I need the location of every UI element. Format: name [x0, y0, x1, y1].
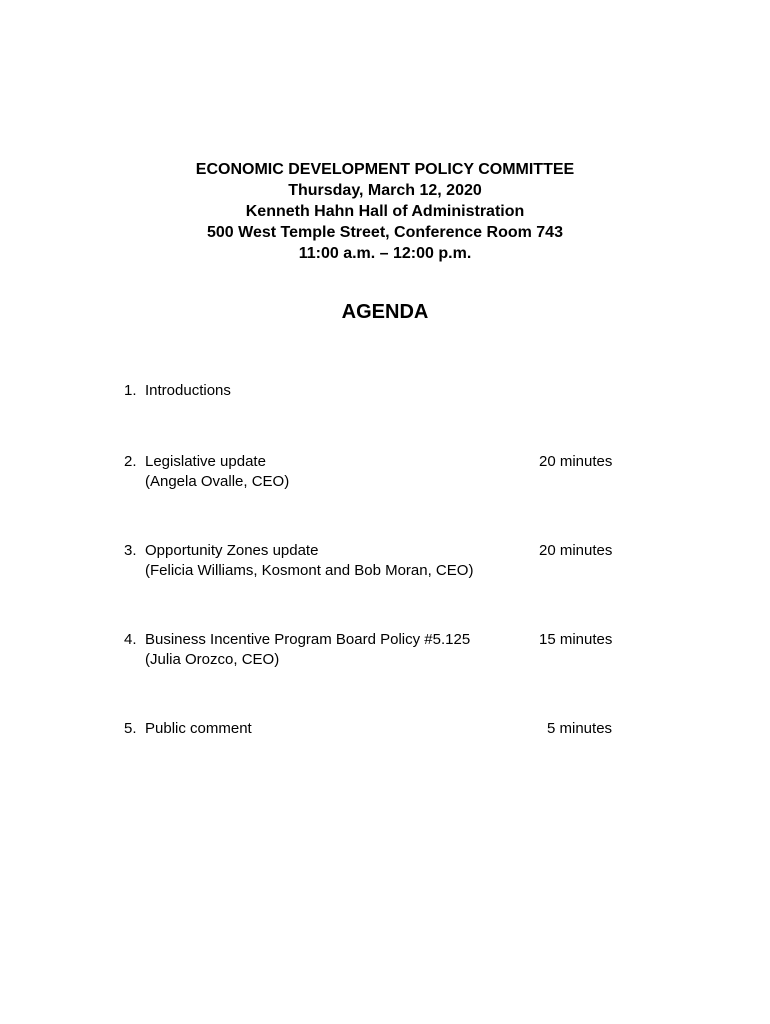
committee-name: ECONOMIC DEVELOPMENT POLICY COMMITTEE	[195, 161, 575, 178]
agenda-item-body	[145, 452, 525, 492]
meeting-address: 500 West Temple Street, Conference Room 743	[207, 224, 563, 241]
agenda-item-body	[145, 381, 525, 401]
agenda-item-number: 5.	[124, 720, 137, 737]
meeting-date: Thursday, March 12, 2020	[288, 182, 482, 199]
agenda-item-title: Public comment	[145, 720, 252, 737]
meeting-header	[0, 159, 770, 264]
agenda-item-number: 1.	[124, 382, 137, 399]
agenda-item-title: Business Incentive Program Board Policy #5.125	[145, 631, 471, 648]
agenda-item-body	[145, 719, 525, 739]
agenda-item-number: 4.	[124, 631, 137, 648]
agenda-item-presenter: (Julia Orozco, CEO)	[145, 651, 280, 668]
agenda-item-duration: 20 minutes	[539, 542, 613, 559]
agenda-item-duration: 5 minutes	[547, 720, 613, 737]
agenda-item-number: 3.	[124, 542, 137, 559]
agenda-title: AGENDA	[341, 301, 429, 323]
agenda-item-duration: 20 minutes	[539, 453, 613, 470]
agenda-item-title: Legislative update	[145, 453, 266, 470]
agenda-item-number: 2.	[124, 453, 137, 470]
agenda-item-body	[145, 630, 525, 670]
agenda-item-presenter: (Felicia Williams, Kosmont and Bob Moran, CEO)	[145, 562, 474, 579]
meeting-venue: Kenneth Hahn Hall of Administration	[245, 203, 525, 220]
agenda-item-title: Introductions	[145, 382, 231, 399]
agenda-item-title: Opportunity Zones update	[145, 542, 319, 559]
agenda-item-duration: 15 minutes	[539, 631, 613, 648]
meeting-time: 11:00 a.m. – 12:00 p.m.	[298, 245, 472, 262]
agenda-item-presenter: (Angela Ovalle, CEO)	[145, 473, 290, 490]
agenda-item-body	[145, 541, 525, 581]
